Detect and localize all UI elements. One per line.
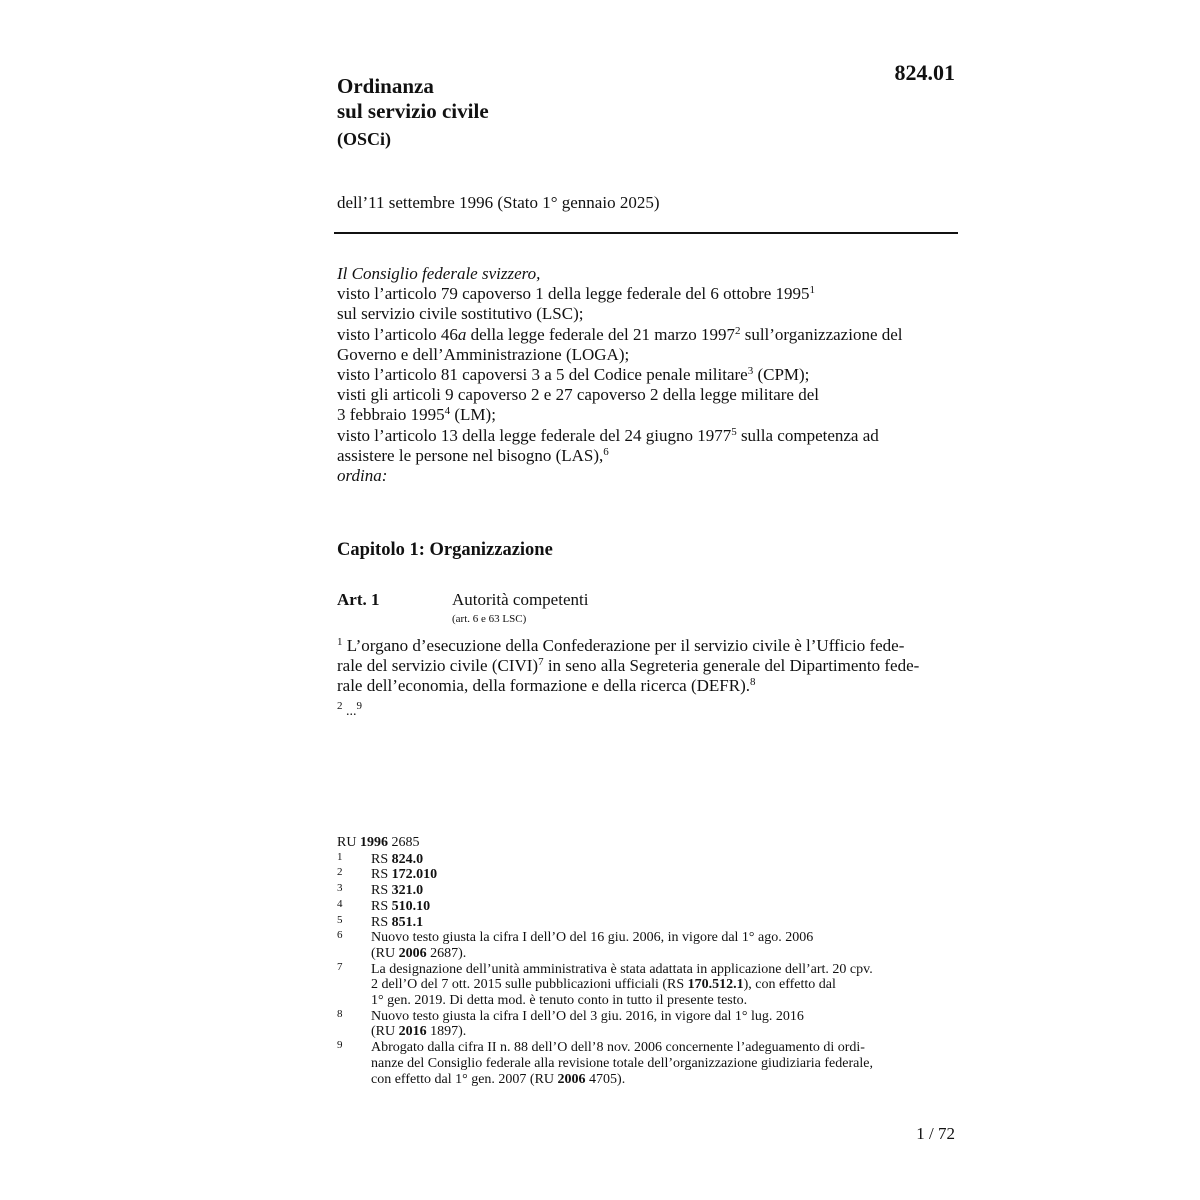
footnote-ref[interactable]: 8 (750, 676, 756, 688)
document-date: dell’11 settembre 1996 (Stato 1° gennaio 2025) (337, 193, 660, 212)
footnote-item: 4 RS 510.10 (337, 897, 431, 914)
footnote-ref[interactable]: 9 (356, 700, 362, 712)
preamble-line: visti gli articoli 9 capoverso 2 e 27 capoverso 2 della legge militare del (337, 385, 819, 405)
footnote-ref[interactable]: 1 (809, 284, 816, 297)
paragraph-number: 2 (337, 700, 343, 712)
preamble-line: sul servizio civile sostitutivo (LSC); (337, 304, 584, 324)
article-paragraph-1: $^1$ L’organo d’esecuzione della Confederazione per il servizio civile è l’Ufficio fede- rale del servizio civile (CIVI)$^7$ in seno alla Segreteria generale del Dipartimento fede- rale dell’economia, della formazione e della ricerca (DEFR).$^8$ (337, 636, 920, 695)
title-line-1: Ordinanza (337, 74, 434, 98)
sr-number: 824.01 (894, 60, 955, 85)
footnotes (337, 835, 957, 1087)
preamble-line: 3 febbraio 1995$^4$ (LM); (337, 405, 496, 425)
footnote-ref[interactable]: 4 (444, 405, 451, 418)
preamble (337, 264, 957, 486)
preamble-line: assistere le persone nel bisogno (LAS),$^6$ (337, 445, 609, 465)
footnote-item: 2 RS 172.010 (337, 866, 438, 883)
footnote-ref[interactable]: 3 (747, 365, 754, 378)
footnote-ref[interactable]: 7 (538, 656, 544, 668)
paragraph-number: 1 (337, 636, 343, 648)
footnote-item: 1 RS 824.0 (337, 850, 424, 867)
footnote-item: 7 La designazione dell’unità amministrativa è stata adattata in applicazione dell’art. 20 cpv. 2 dell’O del 7 ott. 2015 sulle pubblicazioni ufficiali (RS 170.512.1), con effetto dal 1° gen. 2019. Di detta mod. è tenuto conto in tutto il presente testo. (337, 960, 873, 1009)
footnote-item: 5 RS 851.1 (337, 913, 424, 930)
footnote-item: 8 Nuovo testo giusta la cifra I dell’O del 3 giu. 2016, in vigore dal 1° lug. 2016 (RU 2016 1897). (337, 1007, 804, 1040)
article-title: Autorità competenti (452, 590, 589, 609)
footnote-ref[interactable]: 6 (603, 445, 609, 458)
preamble-line: Governo e dell’Amministrazione (LOGA); (337, 344, 630, 364)
chapter-heading: Capitolo 1: Organizzazione (337, 540, 553, 560)
document-abbreviation: (OSCi) (337, 129, 391, 149)
preamble-line: visto l’articolo 79 capoverso 1 della legge federale del 6 ottobre 1995$^1$ (337, 284, 816, 304)
footnote-item: 3 RS 321.0 (337, 882, 424, 899)
preamble-line: visto l’articolo 13 della legge federale del 24 giugno 1977$^5$ sulla competenza ad (337, 425, 879, 445)
footnote-item: 9 Abrogato dalla cifra II n. 88 dell’O dell’8 nov. 2006 concernente l’adeguamento di ordi- nanze del Consiglio federale alla revisione totale dell’organizzazione giudiziaria federale, con effetto dal 1° gen. 2007 (RU 2006 4705). (337, 1039, 873, 1087)
preamble-authority: Il Consiglio federale svizzero, (337, 264, 541, 283)
header-divider (334, 232, 958, 234)
preamble-line: visto l’articolo 81 capoversi 3 a 5 del Codice penale militare$^3$ (CPM); (337, 365, 810, 385)
ru-reference: RU 1996 2685 (337, 835, 420, 850)
page-number: 1 / 72 (916, 1124, 955, 1143)
title-line-2: sul servizio civile (337, 99, 489, 123)
footnote-ref[interactable]: 2 (734, 324, 741, 337)
article-paragraph-2: $^2$ ...$^9$ (337, 700, 362, 719)
document-title (337, 74, 489, 124)
preamble-line: visto l’articolo 46a della legge federale del 21 marzo 1997$^2$ sull’organizzazione del (337, 324, 903, 344)
preamble-ordina: ordina: (337, 466, 388, 486)
footnote-ref[interactable]: 5 (731, 425, 737, 438)
footnote-item: 6 Nuovo testo giusta la cifra I dell’O del 16 giu. 2006, in vigore dal 1° ago. 2006 (RU 2006 2687). (337, 929, 814, 961)
article-number: Art. 1 (337, 590, 380, 609)
article-reference: (art. 6 e 63 LSC) (452, 613, 527, 625)
